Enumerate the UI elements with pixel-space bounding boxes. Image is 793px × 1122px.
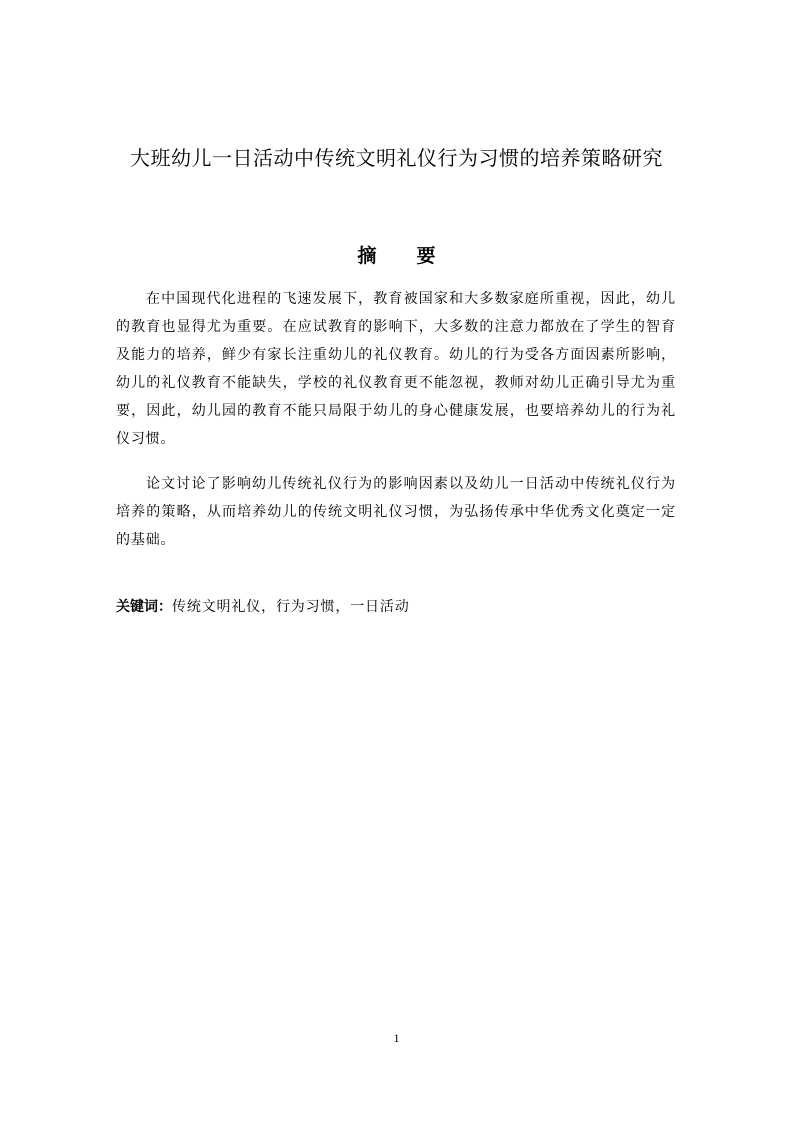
- abstract-paragraph-1: [116, 285, 676, 453]
- paragraph-text: 论文讨论了影响幼儿传统礼仪行为的影响因素以及幼儿一日活动中传统礼仪行为培养的策略，从而培养幼儿的传统文明礼仪习惯，为弘扬传承中华优秀文化奠定一定的基础。: [116, 476, 676, 548]
- abstract-heading: 摘要: [357, 245, 476, 267]
- abstract-paragraph-2: [116, 470, 676, 554]
- paragraph-text: 在中国现代化进程的飞速发展下，教育被国家和大多数家庭所重视，因此，幼儿的教育也显得尤为重要。在应试教育的影响下，大多数的注意力都放在了学生的智育及能力的培养，鲜少有家长注重幼儿的礼仪教育。幼儿的行为受各方面因素所影响，幼儿的礼仪教育不能缺失，学校的礼仪教育更不能忽视，教师对幼儿正确引导尤为重要，因此，幼儿园的教育不能只局限于幼儿的身心健康发展，也要培养幼儿的行为礼仪习惯。: [116, 291, 676, 447]
- keywords-label: 关键词：: [116, 599, 172, 615]
- keywords-value: 传统文明礼仪，行为习惯，一日活动: [172, 599, 410, 615]
- keywords-line: [116, 595, 676, 619]
- document-title: 大班幼儿一日活动中传统文明礼仪行为习惯的培养策略研究: [130, 146, 663, 170]
- page-number: 1: [393, 1031, 400, 1045]
